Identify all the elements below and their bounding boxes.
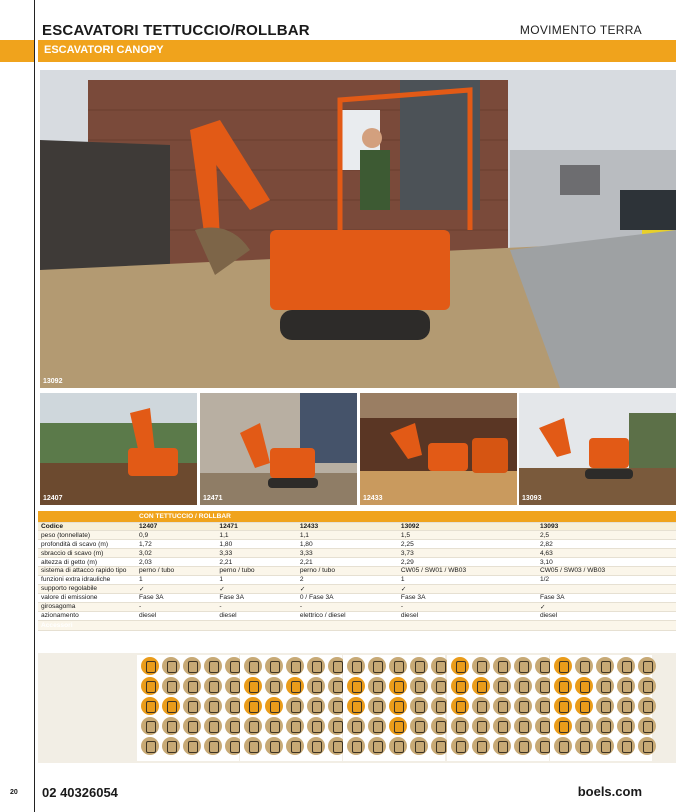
attachment-icon [638, 717, 656, 735]
attachment-icon [183, 737, 201, 755]
attachment-icon [596, 657, 614, 675]
attachment-icon [472, 657, 490, 675]
accessory-panel [137, 655, 239, 761]
attachment-icon [286, 697, 304, 715]
attachment-icon [472, 697, 490, 715]
row-label: profondità di scavo (m) [38, 540, 136, 549]
attachment-icon [162, 697, 180, 715]
thumb-photo [200, 393, 357, 505]
attachment-icon [451, 737, 469, 755]
attachment-icon [244, 717, 262, 735]
table-cell: ✓ [398, 584, 537, 593]
attachment-icon [410, 697, 428, 715]
attachment-icon [493, 697, 511, 715]
table-cell: 2 [297, 575, 398, 584]
table-cell: diesel [216, 611, 296, 620]
table-cell: 3,33 [216, 549, 296, 558]
code-cell: 12471 [216, 522, 296, 531]
attachment-icon [141, 697, 159, 715]
accessories-label: Accessori [38, 620, 676, 630]
attachment-icon [347, 677, 365, 695]
attachment-icon [638, 657, 656, 675]
table-cell: Fase 3A [398, 593, 537, 602]
attachment-icon [389, 697, 407, 715]
page-number: 20 [10, 789, 18, 796]
attachment-icon [307, 677, 325, 695]
thumb-photo [519, 393, 676, 505]
attachment-icon [204, 677, 222, 695]
attachment-icon [204, 717, 222, 735]
attachment-icon [204, 737, 222, 755]
main-photo-code: 13092 [43, 378, 63, 385]
table-cell: elettrico / diesel [297, 611, 398, 620]
attachment-icon [617, 657, 635, 675]
attachment-icon [347, 737, 365, 755]
accessory-panel [550, 655, 652, 761]
attachment-icon [575, 717, 593, 735]
table-cell: diesel [136, 611, 216, 620]
website-link[interactable]: boels.com [577, 784, 642, 799]
attachment-icon [514, 697, 532, 715]
table-row [38, 611, 676, 620]
attachment-icon [596, 697, 614, 715]
attachment-icon [638, 677, 656, 695]
table-cell: - [297, 602, 398, 611]
table-cell: 1/2 [537, 575, 676, 584]
phone-number: 02 40326054 [42, 785, 118, 800]
table-cell: 1 [216, 575, 296, 584]
main-photo [40, 70, 676, 388]
attachment-icon [265, 677, 283, 695]
table-cell: 4,63 [537, 549, 676, 558]
attachment-icon [265, 657, 283, 675]
thumb-image [40, 393, 197, 505]
table-cell: diesel [537, 611, 676, 620]
table-cell: 1 [136, 575, 216, 584]
accessory-grid [137, 655, 239, 757]
table-cell: 1,5 [398, 531, 537, 540]
attachment-icon [183, 657, 201, 675]
row-label: peso (tonnellate) [38, 531, 136, 540]
attachment-icon [265, 697, 283, 715]
attachment-icon [183, 717, 201, 735]
table-cell: 0 / Fase 3A [297, 593, 398, 602]
attachment-icon [368, 677, 386, 695]
table-cell: 2,25 [398, 540, 537, 549]
table-row [38, 575, 676, 584]
attachment-icon [575, 677, 593, 695]
row-label: valore di emissione [38, 593, 136, 602]
accessory-panel [447, 655, 549, 761]
accessory-grid [240, 655, 342, 757]
attachment-icon [514, 737, 532, 755]
thumb-code: 12407 [43, 495, 63, 502]
attachment-icon [141, 677, 159, 695]
table-cell: 2,21 [216, 558, 296, 567]
attachment-icon [162, 657, 180, 675]
table-row [38, 549, 676, 558]
attachment-icon [183, 677, 201, 695]
attachment-icon [514, 717, 532, 735]
row-label: sistema di attacco rapido tipo [38, 566, 136, 575]
table-cell: 1,1 [297, 531, 398, 540]
attachment-icon [244, 657, 262, 675]
attachment-icon [244, 677, 262, 695]
attachment-icon [286, 737, 304, 755]
subtitle: ESCAVATORI CANOPY [44, 44, 164, 56]
accessory-panel [240, 655, 342, 761]
table-row [38, 593, 676, 602]
table-cell: 2,5 [537, 531, 676, 540]
thumb-image [519, 393, 676, 505]
table-cell: - [136, 602, 216, 611]
attachment-icon [617, 677, 635, 695]
attachment-icon [493, 717, 511, 735]
attachment-icon [451, 717, 469, 735]
attachment-icon [472, 737, 490, 755]
section-tab [0, 40, 34, 62]
attachment-icon [183, 697, 201, 715]
table-cell: 3,02 [136, 549, 216, 558]
attachment-icon [617, 697, 635, 715]
attachment-icon [204, 697, 222, 715]
accessory-grid [343, 655, 445, 757]
attachment-icon [493, 737, 511, 755]
table-cell: 3,10 [537, 558, 676, 567]
table-cell: 1,72 [136, 540, 216, 549]
table-cell: CW05 / SW03 / WB03 [537, 566, 676, 575]
code-cell: 12407 [136, 522, 216, 531]
table-cell: 3,73 [398, 549, 537, 558]
attachment-icon [368, 737, 386, 755]
attachment-icon [265, 717, 283, 735]
attachment-icon [451, 657, 469, 675]
thumb-photo [40, 393, 197, 505]
table-cell: perno / tubo [297, 566, 398, 575]
table-cell: ✓ [297, 584, 398, 593]
attachment-icon [389, 657, 407, 675]
table-cell: 0,9 [136, 531, 216, 540]
table-cell: 2,29 [398, 558, 537, 567]
attachment-icon [307, 737, 325, 755]
attachment-icon [244, 697, 262, 715]
attachment-icon [493, 657, 511, 675]
attachment-icon [554, 697, 572, 715]
header-label: Codice [38, 522, 136, 531]
attachment-icon [389, 677, 407, 695]
attachment-icon [554, 737, 572, 755]
attachment-icon [286, 717, 304, 735]
attachment-icon [141, 717, 159, 735]
accessory-grid [550, 655, 652, 757]
table-group-row [38, 511, 676, 522]
row-label: supporto regolabile [38, 584, 136, 593]
attachment-icon [472, 717, 490, 735]
table-cell: ✓ [216, 584, 296, 593]
table-cell: Fase 3A [216, 593, 296, 602]
row-label: girosagoma [38, 602, 136, 611]
thumb-code: 12471 [203, 495, 223, 502]
attachment-icon [204, 657, 222, 675]
thumb-code: 12433 [363, 495, 383, 502]
code-cell: 13093 [537, 522, 676, 531]
row-label: altezza di getto (m) [38, 558, 136, 567]
attachment-icon [554, 677, 572, 695]
specs-table [38, 511, 676, 631]
table-cell [537, 584, 676, 593]
attachment-icon [410, 737, 428, 755]
table-cell: 2,03 [136, 558, 216, 567]
attachment-icon [451, 697, 469, 715]
attachment-icon [596, 677, 614, 695]
group-label: CON TETTUCCIO / ROLLBAR [136, 511, 676, 522]
attachment-icon [472, 677, 490, 695]
page-title: ESCAVATORI TETTUCCIO/ROLLBAR [42, 22, 310, 39]
attachment-icon [368, 717, 386, 735]
attachment-icon [410, 657, 428, 675]
table-cell: 2,21 [297, 558, 398, 567]
attachment-icon [347, 717, 365, 735]
attachment-icon [347, 657, 365, 675]
table-row [38, 602, 676, 611]
main-photo-image [40, 70, 676, 388]
accessory-grid [447, 655, 549, 757]
attachment-icon [307, 697, 325, 715]
attachment-icon [162, 677, 180, 695]
attachment-icon [451, 677, 469, 695]
attachment-icon [307, 717, 325, 735]
table-cell: perno / tubo [216, 566, 296, 575]
attachment-icon [389, 737, 407, 755]
category-label: MOVIMENTO TERRA [519, 23, 642, 37]
attachment-icon [307, 657, 325, 675]
table-cell: 1,80 [216, 540, 296, 549]
attachment-icon [575, 737, 593, 755]
accessories-row [38, 620, 676, 630]
attachment-icon [617, 737, 635, 755]
attachment-icon [286, 657, 304, 675]
table-cell: Fase 3A [537, 593, 676, 602]
table-cell: 1,80 [297, 540, 398, 549]
attachment-icon [141, 737, 159, 755]
table-cell: perno / tubo [136, 566, 216, 575]
table-cell: ✓ [136, 584, 216, 593]
row-label: funzioni extra idrauliche [38, 575, 136, 584]
attachment-icon [493, 677, 511, 695]
table-row [38, 584, 676, 593]
attachment-icon [554, 657, 572, 675]
table-cell: 3,33 [297, 549, 398, 558]
attachment-icon [617, 717, 635, 735]
accessory-panel [343, 655, 445, 761]
attachment-icon [410, 717, 428, 735]
attachment-icon [638, 697, 656, 715]
subtitle-bar [38, 40, 676, 62]
table-cell: CW05 / SW01 / WB03 [398, 566, 537, 575]
thumb-code: 13093 [522, 495, 542, 502]
table-cell: diesel [398, 611, 537, 620]
margin-rule [34, 0, 35, 812]
attachment-icon [244, 737, 262, 755]
table-header-row [38, 522, 676, 531]
attachment-icon [265, 737, 283, 755]
attachment-icon [596, 737, 614, 755]
thumb-photo [360, 393, 517, 505]
attachment-icon [596, 717, 614, 735]
table-row [38, 566, 676, 575]
attachment-icon [368, 697, 386, 715]
table-cell: 1 [398, 575, 537, 584]
attachment-icon [389, 717, 407, 735]
attachment-icon [554, 717, 572, 735]
attachment-icon [286, 677, 304, 695]
thumb-image [360, 393, 517, 505]
attachment-icon [347, 697, 365, 715]
table-row [38, 558, 676, 567]
row-label: azionamento [38, 611, 136, 620]
table-row [38, 540, 676, 549]
attachment-icon [368, 657, 386, 675]
code-cell: 12433 [297, 522, 398, 531]
table-cell: - [398, 602, 537, 611]
attachment-icon [162, 717, 180, 735]
table-cell: 1,1 [216, 531, 296, 540]
table-row [38, 531, 676, 540]
attachment-icon [575, 657, 593, 675]
attachment-icon [638, 737, 656, 755]
row-label: sbraccio di scavo (m) [38, 549, 136, 558]
table-cell: ✓ [537, 602, 676, 611]
table-cell: 2,82 [537, 540, 676, 549]
attachment-icon [514, 677, 532, 695]
thumb-image [200, 393, 357, 505]
attachment-icon [514, 657, 532, 675]
table-cell: - [216, 602, 296, 611]
code-cell: 13092 [398, 522, 537, 531]
attachment-icon [162, 737, 180, 755]
attachment-icon [141, 657, 159, 675]
table-cell: Fase 3A [136, 593, 216, 602]
attachment-icon [575, 697, 593, 715]
attachment-icon [410, 677, 428, 695]
